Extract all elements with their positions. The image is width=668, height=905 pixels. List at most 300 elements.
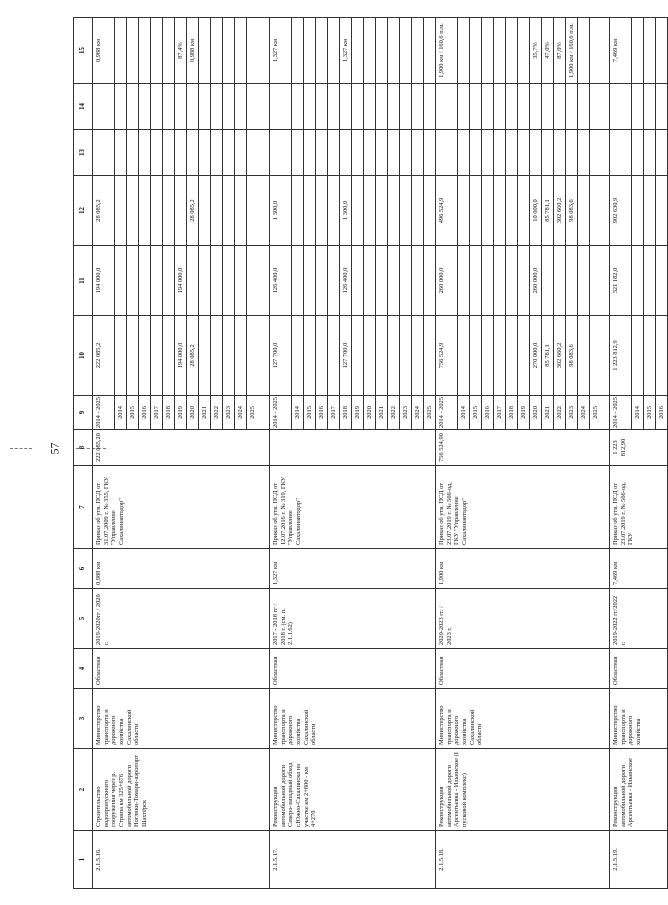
other-sources-cell [340, 84, 352, 129]
total-funding-cell [139, 316, 151, 395]
result-cell [151, 18, 163, 83]
c10-subcolumn [610, 316, 667, 395]
column-number-row [74, 18, 93, 889]
local-budget-cell [656, 130, 667, 175]
result-cell [632, 18, 644, 83]
regional-budget-cell [376, 176, 388, 245]
year-cell: 2014 - 2025 [436, 396, 458, 429]
total-funding-cell [482, 316, 494, 395]
c15-subcolumn [270, 18, 435, 83]
other-sources-cell [400, 84, 412, 129]
result-cell: 7,469 км [610, 18, 632, 83]
other-sources-cell [115, 84, 127, 129]
local-budget-cell [352, 130, 364, 175]
regional-budget-cell [482, 176, 494, 245]
regional-budget-cell [412, 176, 424, 245]
result-cell: 87,0% [554, 18, 566, 83]
regional-budget-cell [292, 176, 304, 245]
c11-subcolumn [270, 246, 435, 315]
regional-budget-cell: 302 660,2 [554, 176, 566, 245]
total-funding-cell: 270 000,0 [530, 316, 542, 395]
table-row [436, 18, 610, 889]
result-cell [424, 18, 435, 83]
regional-budget-cell [590, 176, 601, 245]
row-number-cell: 2.1.5.17. [270, 831, 436, 889]
cost-cell: 222 085,20 [93, 430, 270, 466]
column-number: 13 [74, 130, 93, 176]
documents-cell: Приказ об утв. ПСД от 12.07.2016 г. № 319, ГКУ "Управление Сахалинавтодор" [270, 466, 436, 549]
local-budget-cell [163, 130, 175, 175]
total-funding-cell: 756 524,9 [436, 316, 458, 395]
local-budget-cell [530, 130, 542, 175]
level-cell: Областная [610, 649, 668, 689]
total-funding-cell [518, 316, 530, 395]
regional-budget-cell: 902 630,9 [610, 176, 632, 245]
c15-column-cell [436, 18, 610, 84]
c11-column-cell [93, 246, 270, 316]
other-sources-cell [187, 84, 199, 129]
year-cell: 2016 [139, 396, 151, 429]
year-cell: 2022 [554, 396, 566, 429]
total-funding-cell: 1 223 812,9 [610, 316, 632, 395]
local-budget-cell [235, 130, 247, 175]
result-cell: 1,327 км [270, 18, 292, 83]
other-sources-cell [518, 84, 530, 129]
result-cell [316, 18, 328, 83]
result-cell [223, 18, 235, 83]
regional-budget-cell [644, 176, 656, 245]
other-sources-cell [199, 84, 211, 129]
c15-subcolumn [93, 18, 269, 83]
regional-budget-cell: 85 781,1 [542, 176, 554, 245]
c14-subcolumn [270, 84, 435, 129]
total-funding-cell [470, 316, 482, 395]
table-row [270, 18, 436, 889]
column-number: 15 [74, 18, 93, 84]
period-cell: 2020-2023 гг. / 2023 г. [436, 589, 610, 649]
period-cell: 2019-2022 гг/2022 г. [610, 589, 668, 649]
other-sources-cell [388, 84, 400, 129]
regional-budget-cell [316, 176, 328, 245]
federal-budget-cell: 194 000,0 [175, 246, 187, 315]
c13-column-cell [610, 130, 668, 176]
year-cell: 2016 [658, 406, 665, 419]
other-sources-cell [656, 84, 667, 129]
regional-budget-cell [424, 176, 435, 245]
result-cell [376, 18, 388, 83]
local-budget-cell [424, 130, 435, 175]
c12-subcolumn [436, 176, 609, 245]
federal-budget-cell [211, 246, 223, 315]
years-column-cell [436, 396, 610, 430]
result-cell [482, 18, 494, 83]
other-sources-cell [211, 84, 223, 129]
capacity-cell: 1,327 км [270, 549, 436, 589]
year-cell: 2024 [235, 396, 247, 429]
federal-budget-cell [458, 246, 470, 315]
result-cell: 1,900 км / 160,6 п.м. [436, 18, 458, 83]
result-cell: 0,988 км [187, 18, 199, 83]
c14-subcolumn [436, 84, 609, 129]
total-funding-cell: 127 700,0 [270, 316, 292, 395]
year-cell: 2014 [632, 396, 644, 429]
year-cell: 2018 [163, 396, 175, 429]
c13-subcolumn [93, 130, 269, 175]
other-sources-cell [328, 84, 340, 129]
local-budget-cell [458, 130, 470, 175]
result-cell [644, 18, 656, 83]
federal-budget-cell [328, 246, 340, 315]
result-cell [364, 18, 376, 83]
c14-column-cell [436, 84, 610, 130]
result-cell: 47,0% [542, 18, 554, 83]
local-budget-cell [506, 130, 518, 175]
column-number: 14 [74, 84, 93, 130]
total-funding-cell [656, 316, 667, 395]
federal-budget-cell [115, 246, 127, 315]
c14-subcolumn [93, 84, 269, 129]
c13-column-cell [270, 130, 436, 176]
column-number: 5 [74, 589, 93, 649]
other-sources-cell [494, 84, 506, 129]
local-budget-cell [518, 130, 530, 175]
customer-cell: Министерство транспорта и дорожного хозяйства Сахалинской области [436, 689, 610, 749]
year-cell: 2025 [592, 406, 599, 419]
other-sources-cell [590, 84, 601, 129]
column-number: 11 [74, 246, 93, 316]
other-sources-cell [644, 84, 656, 129]
federal-budget-cell [316, 246, 328, 315]
regional-budget-cell [506, 176, 518, 245]
federal-budget-cell [494, 246, 506, 315]
column-number: 4 [74, 649, 93, 689]
total-funding-cell [115, 316, 127, 395]
c14-subcolumn [610, 84, 667, 129]
c11-column-cell [436, 246, 610, 316]
period-cell: 2019-2020гг / 2020 г. [93, 589, 270, 649]
federal-budget-cell: 126 400,0 [340, 246, 352, 315]
other-sources-cell [412, 84, 424, 129]
local-budget-cell [388, 130, 400, 175]
c10-subcolumn [270, 316, 435, 395]
other-sources-cell [470, 84, 482, 129]
regional-budget-cell [470, 176, 482, 245]
total-funding-cell [316, 316, 328, 395]
result-cell [400, 18, 412, 83]
local-budget-cell [542, 130, 554, 175]
federal-budget-cell [352, 246, 364, 315]
local-budget-cell [328, 130, 340, 175]
level-cell: Областная [436, 649, 610, 689]
local-budget-cell [590, 130, 601, 175]
regional-budget-cell [518, 176, 530, 245]
capacity-cell: 7,469 км [610, 549, 668, 589]
regional-budget-cell [632, 176, 644, 245]
other-sources-cell [139, 84, 151, 129]
column-number: 1 [74, 831, 93, 889]
local-budget-cell [470, 130, 482, 175]
customer-cell: Министерство транспорта и дорожного хозяйства [610, 689, 668, 749]
c14-column-cell [270, 84, 436, 130]
regional-budget-cell: 496 524,9 [436, 176, 458, 245]
other-sources-cell [235, 84, 247, 129]
capacity-cell: 1,900 км [436, 549, 610, 589]
other-sources-cell [458, 84, 470, 129]
result-cell [494, 18, 506, 83]
other-sources-cell [304, 84, 316, 129]
other-sources-cell [542, 84, 554, 129]
other-sources-cell [292, 84, 304, 129]
local-budget-cell [247, 130, 258, 175]
local-budget-cell [400, 130, 412, 175]
regional-budget-cell: 1 300,0 [270, 176, 292, 245]
year-cell: 2020 [530, 396, 542, 429]
result-cell [247, 18, 258, 83]
c15-subcolumn [436, 18, 609, 83]
local-budget-cell [412, 130, 424, 175]
column-number: 8 [74, 430, 93, 466]
federal-budget-cell [590, 246, 601, 315]
federal-budget-cell [247, 246, 258, 315]
customer-cell: Министерство транспорта и дорожного хозяйства Сахалинской области [93, 689, 270, 749]
c10-subcolumn [436, 316, 609, 395]
local-budget-cell [632, 130, 644, 175]
c11-subcolumn [93, 246, 269, 315]
table-row [610, 18, 668, 889]
years-column-cell [93, 396, 270, 430]
year-cell: 2017 [151, 396, 163, 429]
regional-budget-cell: 98 083,6 [566, 176, 578, 245]
year-cell: 2018 [506, 396, 518, 429]
object-name-cell: Реконструкция автомобильной дороги Северо-западный обход г.Южно-Сахалинска на участке км 2+800 - км 4+270 [270, 749, 436, 831]
result-cell [578, 18, 590, 83]
cost-cell: 756 524,90 [436, 430, 610, 466]
total-funding-cell [163, 316, 175, 395]
other-sources-cell [175, 84, 187, 129]
total-funding-cell [364, 316, 376, 395]
documents-cell: Приказ об утв. ПСД от 23.07.2019 г. № 566-од, ГКУ [610, 466, 668, 549]
other-sources-cell [127, 84, 139, 129]
column-number: 6 [74, 549, 93, 589]
local-budget-cell [187, 130, 199, 175]
total-funding-cell [151, 316, 163, 395]
other-sources-cell [506, 84, 518, 129]
years-subcolumn [610, 396, 667, 429]
regional-budget-cell [458, 176, 470, 245]
regional-budget-cell [578, 176, 590, 245]
year-cell: 2015 [304, 396, 316, 429]
total-funding-cell [328, 316, 340, 395]
c15-column-cell [93, 18, 270, 84]
total-funding-cell [388, 316, 400, 395]
c12-column-cell [270, 176, 436, 246]
c10-subcolumn [93, 316, 269, 395]
result-cell [506, 18, 518, 83]
result-cell [235, 18, 247, 83]
regional-budget-cell [211, 176, 223, 245]
total-funding-cell: 98 083,6 [566, 316, 578, 395]
other-sources-cell [223, 84, 235, 129]
regional-budget-cell [139, 176, 151, 245]
year-cell: 2014 - 2025 [93, 396, 115, 429]
local-budget-cell [270, 130, 292, 175]
year-cell: 2025 [426, 406, 433, 419]
regional-budget-cell [400, 176, 412, 245]
result-cell [304, 18, 316, 83]
result-cell: 0,988 км [93, 18, 115, 83]
result-cell: 1,900 км / 160,6 п.м. [566, 18, 578, 83]
local-budget-cell [127, 130, 139, 175]
row-number-cell: 2.1.5.16. [93, 831, 270, 889]
year-cell: 2022 [211, 396, 223, 429]
result-cell [518, 18, 530, 83]
other-sources-cell [352, 84, 364, 129]
year-cell: 2020 [364, 396, 376, 429]
years-subcolumn [93, 396, 269, 429]
other-sources-cell [163, 84, 175, 129]
regional-budget-cell: 28 085,2 [93, 176, 115, 245]
total-funding-cell [578, 316, 590, 395]
other-sources-cell [376, 84, 388, 129]
result-cell [139, 18, 151, 83]
federal-budget-cell [518, 246, 530, 315]
local-budget-cell [115, 130, 127, 175]
c15-subcolumn [610, 18, 667, 83]
total-funding-cell [412, 316, 424, 395]
year-cell: 2021 [376, 396, 388, 429]
other-sources-cell [610, 84, 632, 129]
result-cell [412, 18, 424, 83]
cost-cell [270, 430, 436, 466]
regional-budget-cell [175, 176, 187, 245]
year-cell: 2015 [644, 396, 656, 429]
c14-column-cell [610, 84, 668, 130]
federal-budget-cell [388, 246, 400, 315]
result-cell [115, 18, 127, 83]
total-funding-cell: 28 085,2 [187, 316, 199, 395]
year-cell: 2023 [400, 396, 412, 429]
result-cell [292, 18, 304, 83]
regional-budget-cell [127, 176, 139, 245]
regional-budget-cell [304, 176, 316, 245]
period-cell: 2017 - 2018 гг / 2018 г. (см. п. 2.1.1.62) [270, 589, 436, 649]
federal-budget-cell [304, 246, 316, 315]
local-budget-cell [340, 130, 352, 175]
total-funding-cell [199, 316, 211, 395]
year-cell: 2022 [388, 396, 400, 429]
total-funding-cell [292, 316, 304, 395]
federal-budget-cell [482, 246, 494, 315]
c12-column-cell [610, 176, 668, 246]
federal-budget-cell [424, 246, 435, 315]
table-body [93, 18, 668, 889]
local-budget-cell [644, 130, 656, 175]
result-cell [163, 18, 175, 83]
c13-subcolumn [436, 130, 609, 175]
other-sources-cell [554, 84, 566, 129]
row-number-cell: 2.1.5.18. [436, 831, 610, 889]
local-budget-cell [93, 130, 115, 175]
federal-budget-cell [578, 246, 590, 315]
years-column-cell [270, 396, 436, 430]
result-cell: 35,7% [530, 18, 542, 83]
federal-budget-cell [412, 246, 424, 315]
object-name-cell: Строительство водопропускного сооружения через р. Стрипа км 325+676 автомобильной дороги Ноглики-Томари-аэропорт Шахтёрск [93, 749, 270, 831]
c12-subcolumn [610, 176, 667, 245]
total-funding-cell: 222 085,2 [93, 316, 115, 395]
other-sources-cell [270, 84, 292, 129]
federal-budget-cell: 260 000,0 [530, 246, 542, 315]
year-cell: 2014 [458, 396, 470, 429]
column-number: 3 [74, 689, 93, 749]
page-number: 57 [47, 442, 62, 455]
year-cell: 2025 [249, 406, 256, 419]
federal-budget-cell [542, 246, 554, 315]
local-budget-cell [292, 130, 304, 175]
federal-budget-cell [376, 246, 388, 315]
documents-cell: Приказ об утв. ПСД от 31.07.2009 г. № 355, ГКУ "Управление Сахалинавтодор" [93, 466, 270, 549]
regional-budget-cell [494, 176, 506, 245]
total-funding-cell [127, 316, 139, 395]
result-cell [470, 18, 482, 83]
cost-cell: 1 223 812,90 [610, 430, 668, 466]
other-sources-cell [482, 84, 494, 129]
other-sources-cell [530, 84, 542, 129]
c11-subcolumn [436, 246, 609, 315]
federal-budget-cell [400, 246, 412, 315]
regional-budget-cell: 28 085,2 [187, 176, 199, 245]
total-funding-cell [644, 316, 656, 395]
regional-budget-cell [388, 176, 400, 245]
local-budget-cell [494, 130, 506, 175]
other-sources-cell [247, 84, 258, 129]
years-column-cell [610, 396, 668, 430]
federal-budget-cell [554, 246, 566, 315]
total-funding-cell [304, 316, 316, 395]
total-funding-cell: 302 660,2 [554, 316, 566, 395]
other-sources-cell [151, 84, 163, 129]
other-sources-cell [578, 84, 590, 129]
documents-cell: Приказ об утв. ПСД от 23.07.2019 г. № 566-од, ГКУ "Управление Сахалинавтодор" [436, 466, 610, 549]
total-funding-cell [376, 316, 388, 395]
other-sources-cell [632, 84, 644, 129]
total-funding-cell: 85 781,1 [542, 316, 554, 395]
result-cell [656, 18, 667, 83]
c13-subcolumn [610, 130, 667, 175]
c15-column-cell [270, 18, 436, 84]
local-budget-cell [151, 130, 163, 175]
result-cell [127, 18, 139, 83]
total-funding-cell [400, 316, 412, 395]
year-cell: 2021 [199, 396, 211, 429]
column-number: 10 [74, 316, 93, 396]
federal-budget-cell [470, 246, 482, 315]
year-cell: 2014 - 2025 [270, 396, 292, 429]
year-cell: 2019 [175, 396, 187, 429]
local-budget-cell [566, 130, 578, 175]
total-funding-cell [424, 316, 435, 395]
year-cell: 2014 [292, 396, 304, 429]
federal-budget-cell [632, 246, 644, 315]
c10-column-cell [610, 316, 668, 396]
level-cell: Областная [270, 649, 436, 689]
local-budget-cell [482, 130, 494, 175]
year-cell: 2019 [352, 396, 364, 429]
regional-budget-cell [151, 176, 163, 245]
total-funding-cell [458, 316, 470, 395]
regional-budget-cell: 1 300,0 [340, 176, 352, 245]
c10-column-cell [270, 316, 436, 396]
